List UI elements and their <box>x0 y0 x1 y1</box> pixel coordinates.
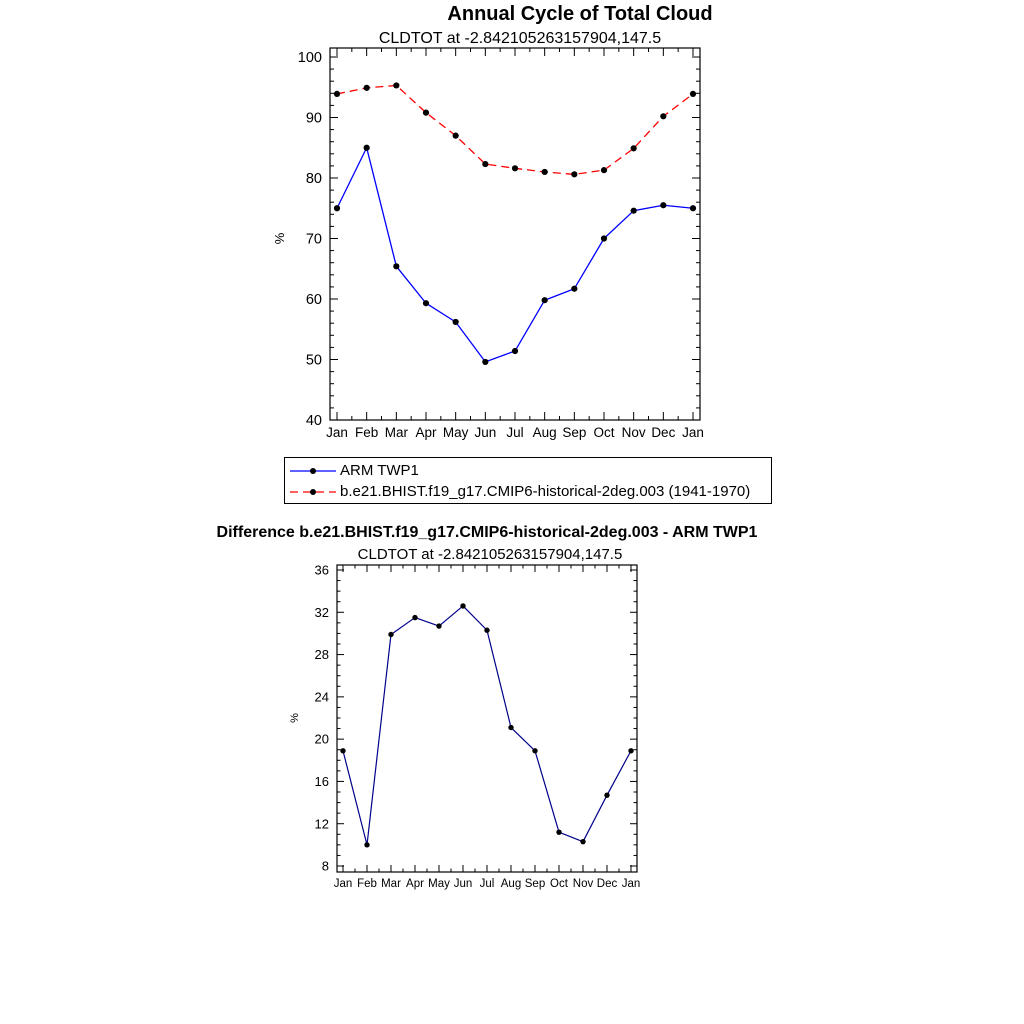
svg-text:40: 40 <box>305 413 322 430</box>
svg-text:Feb: Feb <box>357 878 377 890</box>
svg-text:Oct: Oct <box>593 425 615 440</box>
svg-text:%: % <box>289 713 301 723</box>
svg-text:Jul: Jul <box>479 878 495 890</box>
svg-text:20: 20 <box>314 731 329 747</box>
svg-text:Nov: Nov <box>572 878 594 890</box>
svg-text:Sep: Sep <box>524 878 546 890</box>
legend-blue-line-sample <box>288 461 338 480</box>
svg-text:60: 60 <box>305 292 322 309</box>
svg-text:Dec: Dec <box>596 878 618 890</box>
svg-text:8: 8 <box>321 858 329 874</box>
difference-chart-plot <box>280 558 670 903</box>
svg-text:32: 32 <box>314 604 329 620</box>
legend <box>284 457 772 504</box>
svg-text:90: 90 <box>305 110 322 127</box>
difference-chart-title: Difference b.e21.BHIST.f19_g17.CMIP6-historical-2deg.003 - ARM TWP1 <box>216 524 758 541</box>
svg-text:Nov: Nov <box>621 425 646 440</box>
svg-text:Mar: Mar <box>381 878 401 890</box>
svg-text:16: 16 <box>314 773 329 789</box>
svg-text:50: 50 <box>305 352 322 369</box>
legend-item-model <box>288 481 771 502</box>
svg-text:Jul: Jul <box>506 425 524 440</box>
svg-text:Aug: Aug <box>532 425 557 440</box>
svg-text:Apr: Apr <box>415 425 437 440</box>
svg-text:May: May <box>428 878 450 890</box>
svg-text:Mar: Mar <box>384 425 408 440</box>
svg-text:Jan: Jan <box>333 878 353 890</box>
svg-text:%: % <box>272 232 287 245</box>
svg-text:Jan: Jan <box>682 425 704 440</box>
svg-text:28: 28 <box>314 647 329 663</box>
svg-text:Jan: Jan <box>621 878 641 890</box>
legend-red-dashed-line-sample <box>288 482 338 501</box>
svg-text:Jun: Jun <box>453 878 473 890</box>
svg-text:70: 70 <box>305 231 322 248</box>
svg-text:May: May <box>442 425 469 440</box>
top-chart-subtitle: CLDTOT at -2.842105263157904,147.5 <box>378 30 662 47</box>
difference-chart-subtitle: CLDTOT at -2.842105263157904,147.5 <box>357 546 623 563</box>
svg-text:100: 100 <box>297 50 322 67</box>
svg-text:80: 80 <box>305 171 322 188</box>
svg-text:Jun: Jun <box>474 425 497 440</box>
svg-text:24: 24 <box>314 689 329 705</box>
svg-text:Dec: Dec <box>651 425 676 440</box>
svg-text:Jan: Jan <box>326 425 348 440</box>
top-chart-title: Annual Cycle of Total Cloud <box>447 3 713 25</box>
svg-text:Oct: Oct <box>550 878 568 890</box>
legend-label-arm-twp1: ARM TWP1 <box>340 462 419 479</box>
svg-text:Sep: Sep <box>562 425 587 440</box>
svg-text:36: 36 <box>314 562 329 578</box>
svg-text:12: 12 <box>314 816 329 832</box>
svg-text:Aug: Aug <box>500 878 522 890</box>
svg-text:Feb: Feb <box>355 425 379 440</box>
svg-text:Apr: Apr <box>406 878 424 890</box>
legend-item-arm-twp1 <box>288 460 771 481</box>
top-chart-plot <box>270 44 750 454</box>
legend-label-model: b.e21.BHIST.f19_g17.CMIP6-historical-2deg.003 (1941-1970) <box>340 483 751 500</box>
